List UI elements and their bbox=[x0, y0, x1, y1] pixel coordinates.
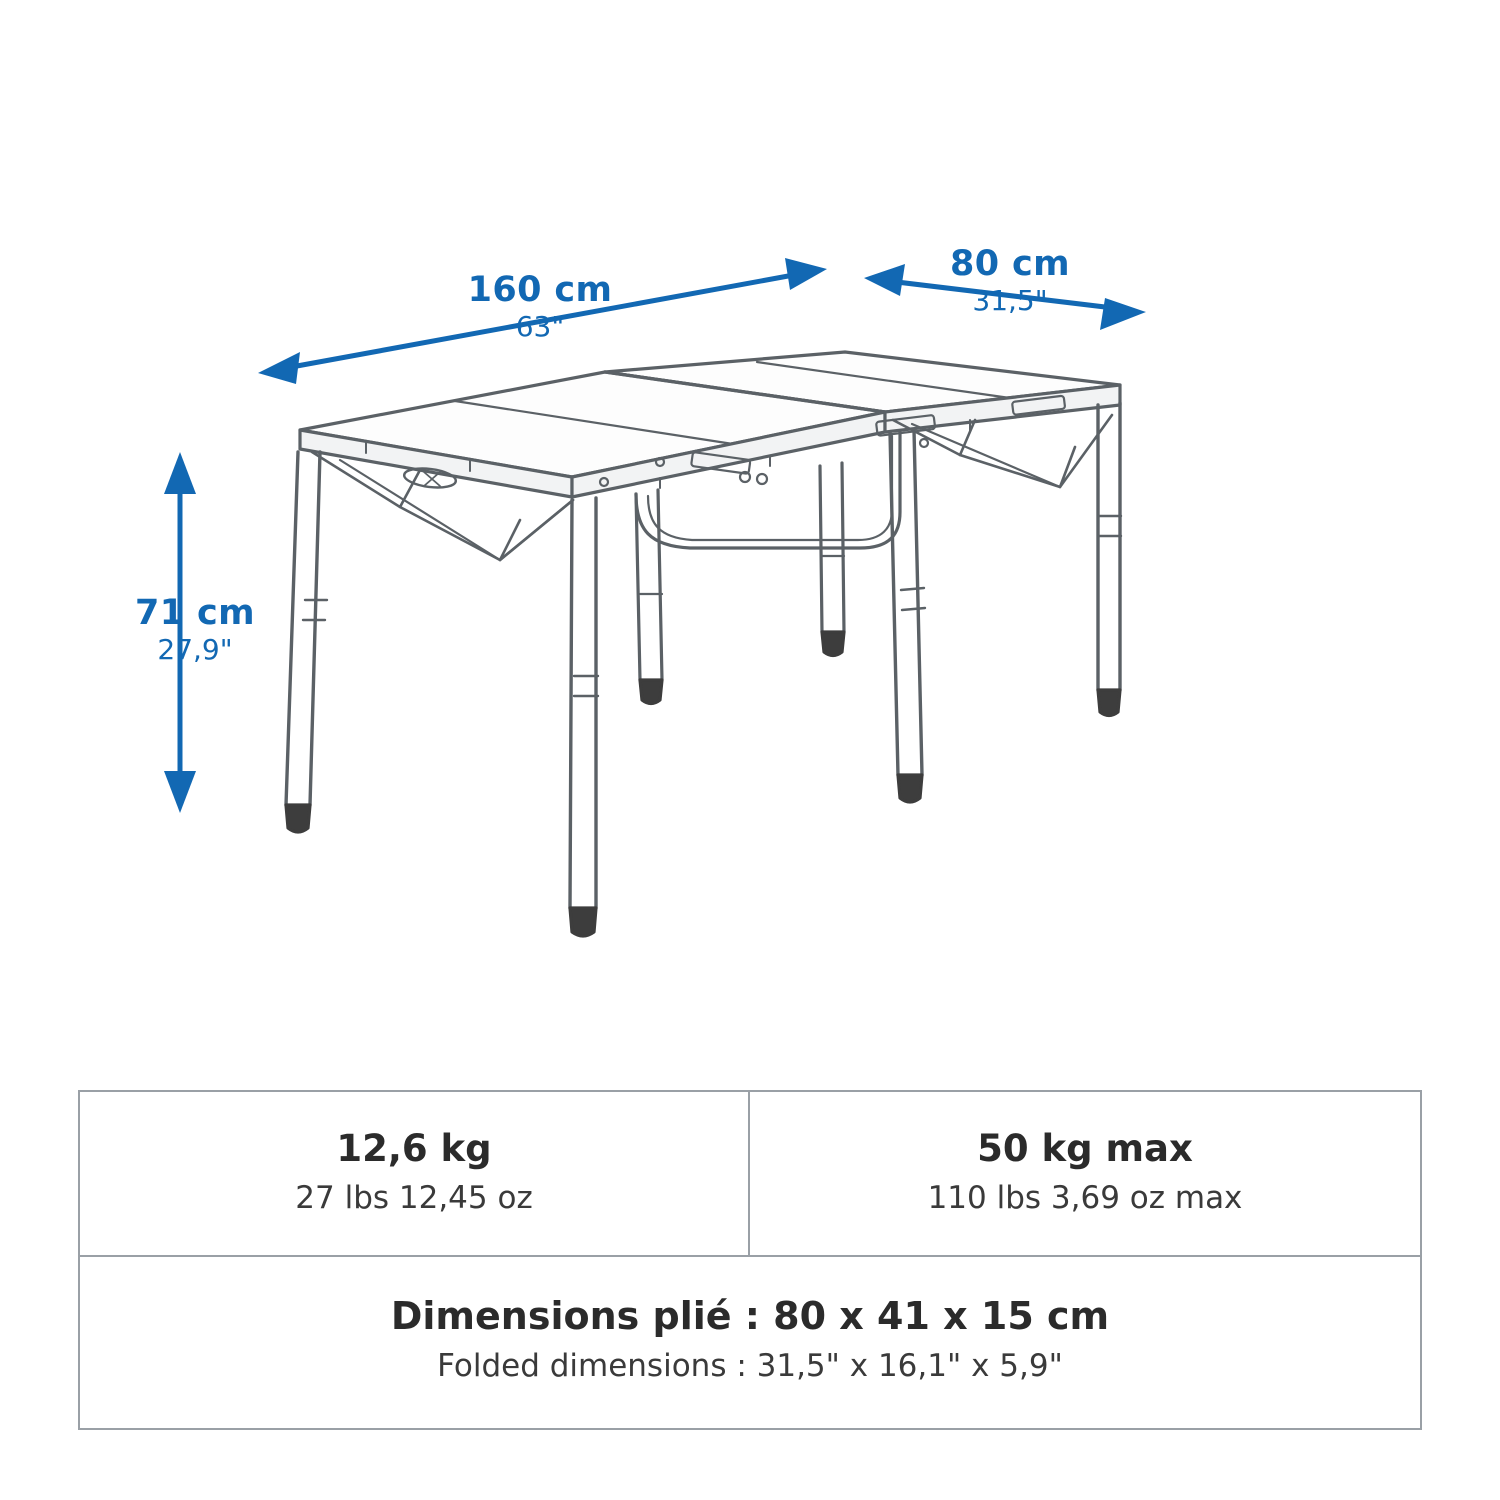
load-primary: 50 kg max bbox=[977, 1127, 1193, 1170]
dimension-label-width bbox=[900, 246, 1120, 315]
weight-secondary: 27 lbs 12,45 oz bbox=[295, 1180, 533, 1217]
folded-secondary: Folded dimensions : 31,5" x 16,1" x 5,9" bbox=[437, 1348, 1063, 1385]
width-cm: 80 cm bbox=[949, 244, 1071, 284]
load-secondary: 110 lbs 3,69 oz max bbox=[927, 1180, 1243, 1217]
height-cm: 71 cm bbox=[134, 593, 256, 633]
dimension-label-length bbox=[430, 272, 650, 341]
spec-cell-folded-dimensions bbox=[80, 1257, 1420, 1429]
width-inches: 31,5" bbox=[972, 283, 1048, 317]
length-cm: 160 cm bbox=[467, 270, 613, 310]
specifications-table bbox=[78, 1090, 1422, 1430]
dimension-label-height bbox=[95, 595, 295, 664]
folded-primary: Dimensions plié : 80 x 41 x 15 cm bbox=[390, 1293, 1110, 1338]
spec-cell-max-load bbox=[750, 1092, 1420, 1255]
spec-cell-weight bbox=[80, 1092, 750, 1255]
spec-row-bottom bbox=[80, 1257, 1420, 1429]
spec-row-top bbox=[80, 1092, 1420, 1257]
length-inches: 63" bbox=[515, 309, 565, 343]
weight-primary: 12,6 kg bbox=[336, 1127, 492, 1170]
height-inches: 27,9" bbox=[157, 632, 233, 666]
